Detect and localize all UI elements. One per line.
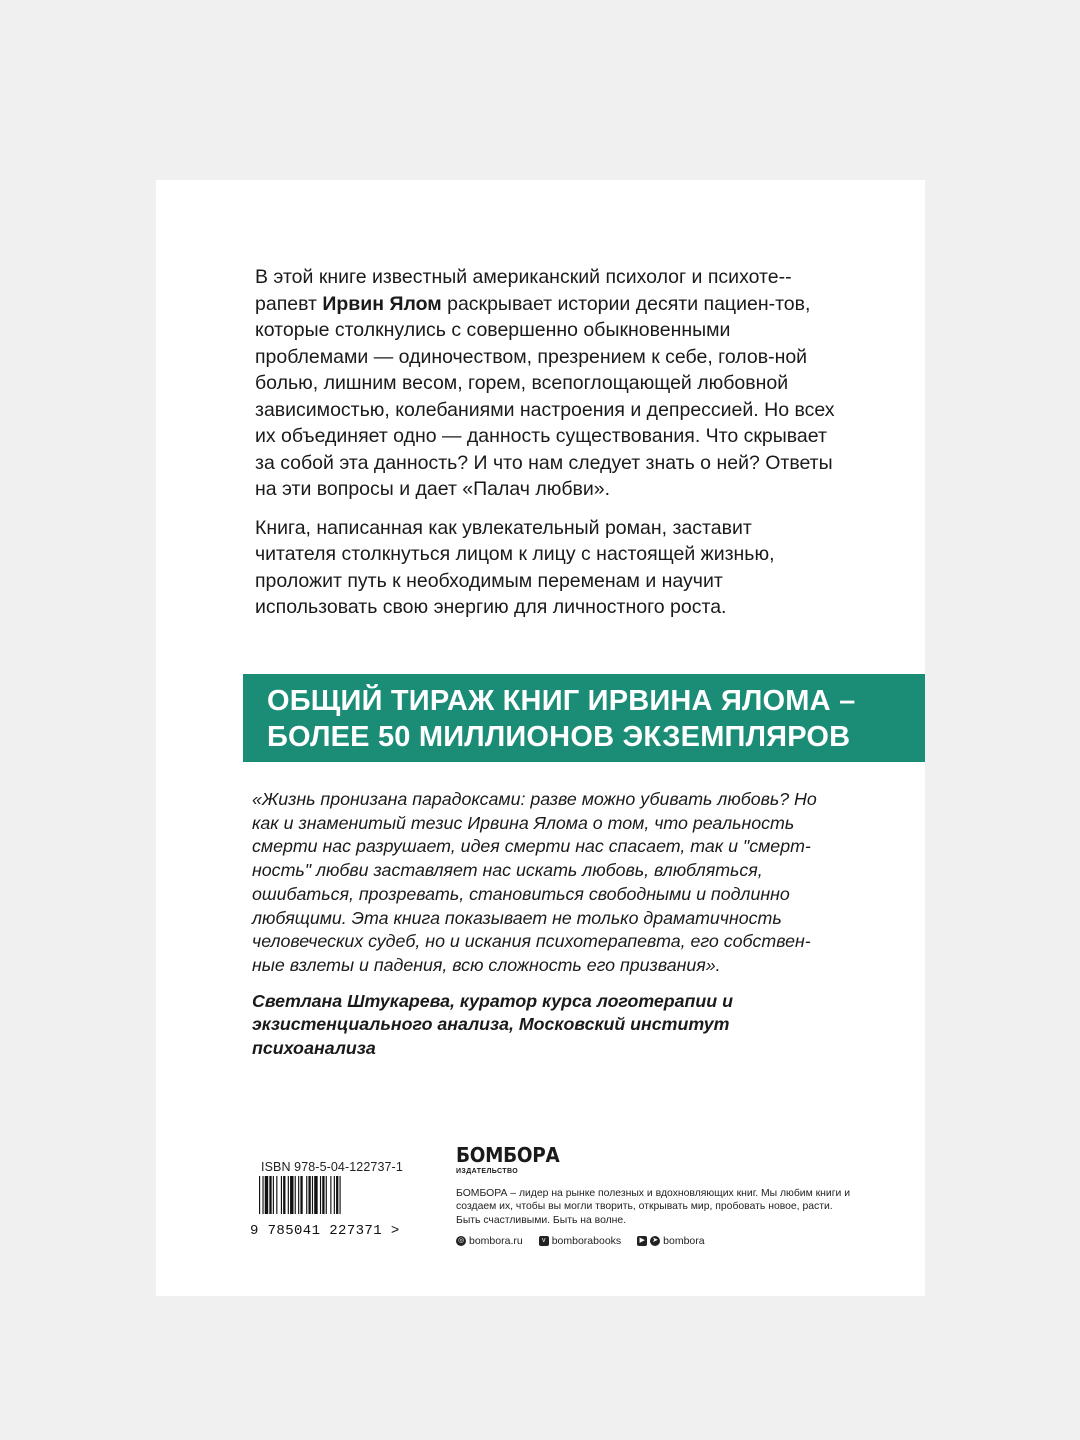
barcode-bar: [334, 1176, 335, 1214]
link-site[interactable]: ◎ bombora.ru: [457, 1235, 523, 1248]
barcode-bar: [308, 1176, 310, 1214]
barcode-bar: [265, 1176, 268, 1214]
barcode-bar: [295, 1176, 296, 1214]
barcode-bar: [330, 1176, 331, 1214]
barcode-bar: [259, 1176, 260, 1214]
publisher-description: БОМБОРА – лидер на рынке полезных и вдохновляющих книг. Мы любим книги и создаем их, чтобы вы могли творить, открывать мир, пробовать новое, расти. Быть счастливыми. Быть на волне.: [456, 1188, 851, 1226]
publisher-subtitle: ИЗДАТЕЛЬСТВО: [456, 1168, 519, 1175]
description-text: [255, 264, 835, 633]
barcode-bar: [322, 1176, 324, 1214]
publisher-block: [456, 1144, 856, 1247]
description-paragraph-1: В этой книге известный американский психолог и психоте-рапевт Ирвин Ялом раскрывает истории десяти пациен-тов, которые столкнулись с совершенно обыкновенными проблемами — одиночеством, презрением к себе, голов-ной болью, лишним весом, горем, всепоглощающей любовной зависимостью, колебаниями настроения и депрессией. Но всех их объединяет одно — данность существования. Что скрывает за собой эта данность? И что нам следует знать о ней? Ответы на эти вопросы и дает «Палач любви».: [255, 266, 835, 500]
barcode-bar: [298, 1176, 299, 1214]
link-telegram[interactable]: ▶ ➤ bombora: [637, 1235, 704, 1247]
barcode-bar: [314, 1176, 317, 1214]
link-vk[interactable]: v bomborabooks: [539, 1235, 621, 1247]
description-paragraph-2: Книга, написанная как увлекательный роман, заставит читателя столкнуться лицом к лицу с настоящей жизнью, проложит путь к необходимым переменам и научит использовать свою энергию для личностного роста.: [255, 516, 775, 618]
circulation-banner: [243, 674, 925, 762]
banner-line-2: БОЛЕЕ 50 МИЛЛИОНОВ ЭКЗЕМПЛЯРОВ: [267, 721, 851, 753]
barcode-bar: [269, 1176, 271, 1214]
barcode-bar: [281, 1176, 282, 1214]
barcode-digits: 9 785041 227371 >: [250, 1223, 400, 1239]
barcode-bar: [300, 1176, 302, 1214]
barcode-bar: [340, 1176, 341, 1214]
barcode-bar: [306, 1176, 307, 1214]
barcode-bar: [273, 1176, 274, 1214]
barcode-bar: [326, 1176, 327, 1214]
quote-attribution: Светлана Штукарева, куратор курса логотерапии и экзистенциального анализа, Московский институт психоанализа: [252, 991, 733, 1058]
publisher-logo: БОМБОРА: [456, 1143, 560, 1167]
book-back-cover: [156, 180, 925, 1296]
vk-icon: v: [539, 1236, 549, 1246]
barcode-bar: [283, 1176, 285, 1214]
barcode-bar: [336, 1176, 338, 1214]
author-name: Ирвин Ялом: [322, 292, 442, 315]
banner-line-1: ОБЩИЙ ТИРАЖ КНИГ ИРВИНА ЯЛОМА –: [267, 685, 856, 717]
barcode-bar: [262, 1176, 263, 1214]
barcode-bar: [288, 1176, 289, 1214]
barcode: [259, 1176, 407, 1214]
youtube-icon: ▶: [637, 1236, 647, 1246]
barcode-bar: [276, 1176, 277, 1214]
isbn-label: ISBN 978-5-04-122737-1: [261, 1160, 403, 1174]
barcode-bar: [320, 1176, 321, 1214]
telegram-icon: ➤: [650, 1236, 660, 1246]
barcode-bar: [290, 1176, 293, 1214]
instagram-icon: ◎: [457, 1237, 465, 1245]
publisher-links: [456, 1235, 856, 1247]
review-quote: «Жизнь пронизана парадоксами: разве можно убивать любовь? Но как и знаменитый тезис Ирвина Ялома о том, что реальность смерти нас разрушает, идея смерти нас спасает, так и "смерт-ность" любви заставляет нас искать любовь, влюбляться, ошибаться, прозревать, становиться свободными и подлинно любящими. Эта книга показывает не только драматичность человеческих судеб, но и искания психотерапевта, его собствен-ные взлеты и падения, всю сложность его призвания».: [252, 789, 817, 975]
barcode-bar: [312, 1176, 313, 1214]
